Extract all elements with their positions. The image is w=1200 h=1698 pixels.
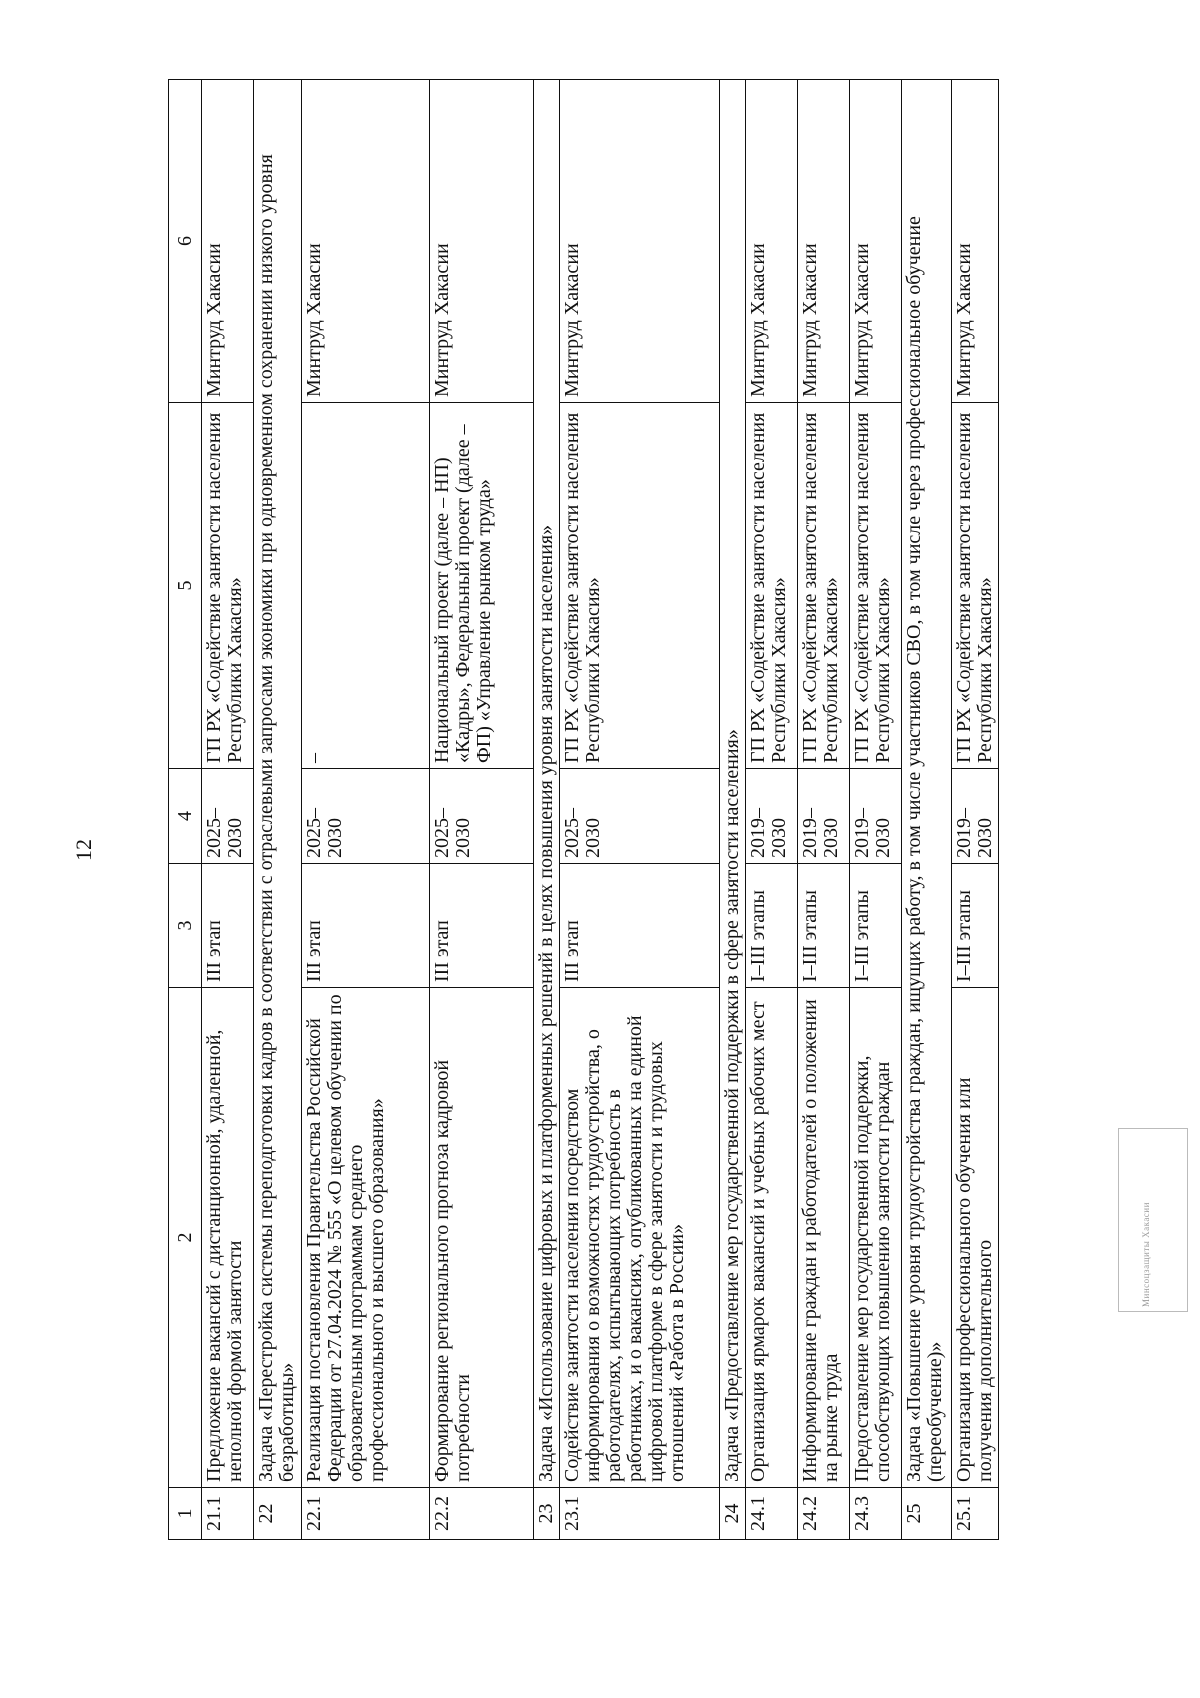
executor-cell: Минтруд Хакасии <box>302 80 430 403</box>
task-number: 22 <box>254 1488 302 1540</box>
task-row <box>902 80 952 1540</box>
stage-cell: III этап <box>560 864 720 988</box>
program-cell: ГП РХ «Содействие занятости населения Республики Хакасия» <box>952 403 999 769</box>
period-cell: 2019–2030 <box>798 769 850 864</box>
row-number: 25.1 <box>952 1488 999 1540</box>
executor-cell: Минтруд Хакасии <box>202 80 254 403</box>
task-text: Задача «Повышение уровня трудоустройства граждан, ищущих работу, в том числе участников СВО, в том числе через профессиональное обучение (переобучение)» <box>902 80 952 1488</box>
row-number: 24.2 <box>798 1488 850 1540</box>
table-row <box>746 80 798 1540</box>
task-row <box>254 80 302 1540</box>
executor-cell: Минтруд Хакасии <box>430 80 534 403</box>
activity-cell: Формирование регионального прогноза кадровой потребности <box>430 988 534 1488</box>
stage-cell: I–III этапы <box>746 864 798 988</box>
measures-table <box>168 79 999 1540</box>
period-cell: 2019–2030 <box>952 769 999 864</box>
task-number: 23 <box>534 1488 560 1540</box>
program-cell: – <box>302 403 430 769</box>
executor-cell: Минтруд Хакасии <box>798 80 850 403</box>
program-cell: ГП РХ «Содействие занятости населения Республики Хакасия» <box>746 403 798 769</box>
program-cell: ГП РХ «Содействие занятости населения Республики Хакасия» <box>850 403 902 769</box>
table-row <box>798 80 850 1540</box>
activity-cell: Информирование граждан и работодателей о положении на рынке труда <box>798 988 850 1488</box>
activity-cell: Организация профессионального обучения или получения дополнительного <box>952 988 999 1488</box>
period-cell: 2025–2030 <box>202 769 254 864</box>
activity-cell: Содействие занятости населения посредством информирования о возможностях трудоустройства, о работодателях, испытывающих потребность в работниках, и о вакансиях, опубликованных на единой цифровой платформе в сфере занятости и трудовых отношений «Работа в России» <box>560 988 720 1488</box>
row-number: 22.2 <box>430 1488 534 1540</box>
program-cell: ГП РХ «Содействие занятости населения Республики Хакасия» <box>798 403 850 769</box>
period-cell: 2025–2030 <box>560 769 720 864</box>
activity-cell: Предоставление мер государственной поддержки, способствующих повышению занятости граждан <box>850 988 902 1488</box>
task-text: Задача «Предоставление мер государственной поддержки в сфере занятости населения» <box>720 80 746 1488</box>
header-col-3: 3 <box>169 864 202 988</box>
table-row <box>850 80 902 1540</box>
row-number: 21.1 <box>202 1488 254 1540</box>
task-row <box>534 80 560 1540</box>
header-col-4: 4 <box>169 769 202 864</box>
row-number: 24.1 <box>746 1488 798 1540</box>
activity-cell: Реализация постановления Правительства Российской Федерации от 27.04.2024 № 555 «О целевом обучении по образовательным программам среднего профессионального и высшего образования» <box>302 988 430 1488</box>
stage-cell: III этап <box>302 864 430 988</box>
stage-cell: III этап <box>430 864 534 988</box>
stamp-image: Минсоцзащиты Хакасии <box>1118 1128 1188 1312</box>
activity-cell: Организация ярмарок вакансий и учебных рабочих мест <box>746 988 798 1488</box>
header-col-1: 1 <box>169 1488 202 1540</box>
task-text: Задача «Перестройка системы переподготовки кадров в соответствии с отраслевыми запросами экономики при одновременном сохранении низкого уровня безработицы» <box>254 80 302 1488</box>
task-row <box>720 80 746 1540</box>
header-col-5: 5 <box>169 403 202 769</box>
stage-cell: I–III этапы <box>798 864 850 988</box>
table-row <box>430 80 534 1540</box>
table-row <box>952 80 999 1540</box>
stage-cell: III этап <box>202 864 254 988</box>
period-cell: 2025–2030 <box>302 769 430 864</box>
stage-cell: I–III этапы <box>952 864 999 988</box>
program-cell: Национальный проект (далее – НП) «Кадры», Федеральный проект (далее – ФП) «Управление рынком труда» <box>430 403 534 769</box>
executor-cell: Минтруд Хакасии <box>746 80 798 403</box>
header-col-6: 6 <box>169 80 202 403</box>
row-number: 22.1 <box>302 1488 430 1540</box>
task-number: 25 <box>902 1488 952 1540</box>
stage-cell: I–III этапы <box>850 864 902 988</box>
table-row <box>202 80 254 1540</box>
task-text: Задача «Использование цифровых и платформенных решений в целях повышения уровня занятости населения» <box>534 80 560 1488</box>
program-cell: ГП РХ «Содействие занятости населения Республики Хакасия» <box>202 403 254 769</box>
row-number: 23.1 <box>560 1488 720 1540</box>
executor-cell: Минтруд Хакасии <box>850 80 902 403</box>
table-row <box>560 80 720 1540</box>
table-header-row <box>169 80 202 1540</box>
document-table-rotated <box>168 80 1098 1540</box>
row-number: 24.3 <box>850 1488 902 1540</box>
executor-cell: Минтруд Хакасии <box>560 80 720 403</box>
executor-cell: Минтруд Хакасии <box>952 80 999 403</box>
table-row <box>302 80 430 1540</box>
activity-cell: Предложение вакансий с дистанционной, удаленной, неполной формой занятости <box>202 988 254 1488</box>
program-cell: ГП РХ «Содействие занятости населения Республики Хакасия» <box>560 403 720 769</box>
period-cell: 2025–2030 <box>430 769 534 864</box>
task-number: 24 <box>720 1488 746 1540</box>
page-number: 12 <box>71 839 96 861</box>
header-col-2: 2 <box>169 988 202 1488</box>
period-cell: 2019–2030 <box>746 769 798 864</box>
period-cell: 2019–2030 <box>850 769 902 864</box>
